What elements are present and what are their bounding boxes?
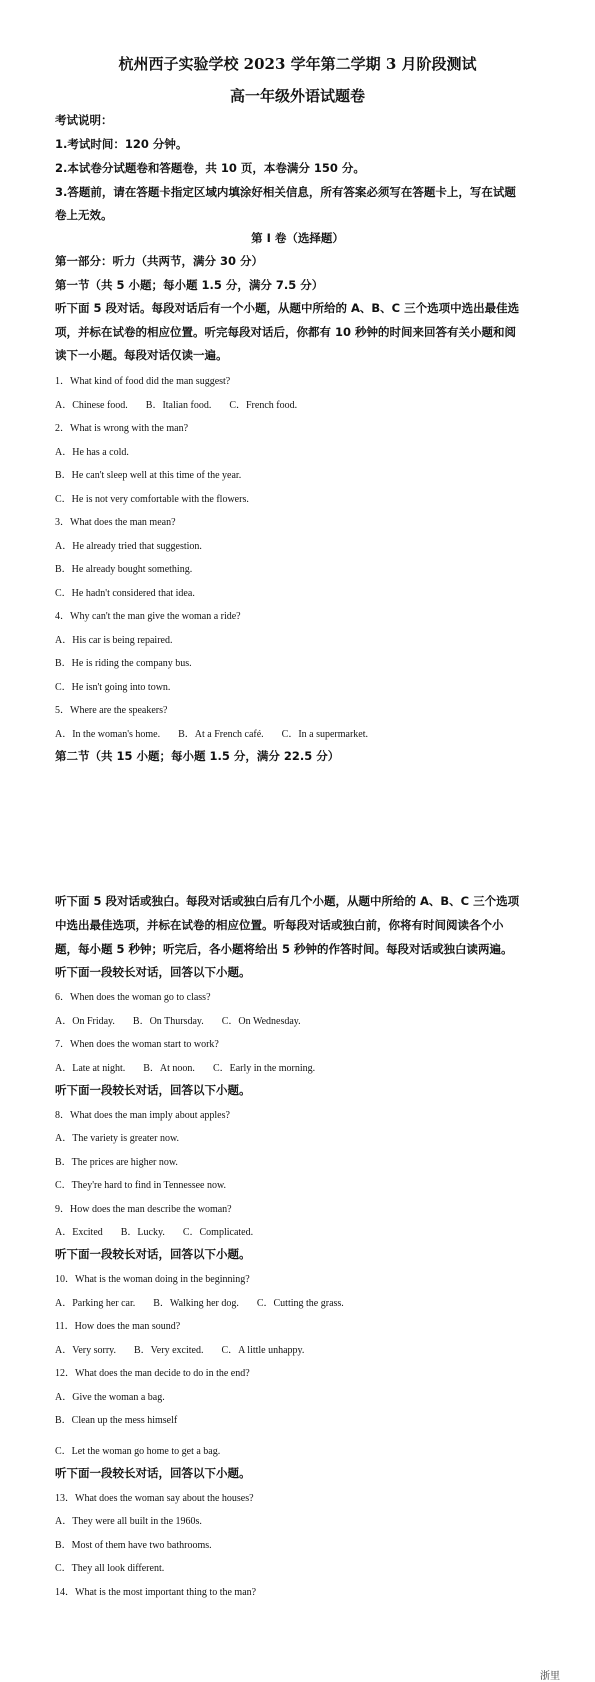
question-5-options: [55, 725, 386, 740]
question-12-option-c: C．Let the woman go home to get a bag.: [55, 1446, 221, 1457]
long-dialogue-instruction: 听下面一段较长对话，回答以下小题。: [55, 965, 251, 979]
question-13: 13．What does the woman say about the houses?: [55, 1493, 254, 1504]
long-dialogue-instruction: 听下面一段较长对话，回答以下小题。: [55, 1083, 251, 1097]
question-7: 7．When does the woman start to work?: [55, 1039, 219, 1050]
question-4-option-a: A．His car is being repaired.: [55, 635, 173, 646]
question-7-options: [55, 1059, 333, 1074]
question-3-option-b: B．He already bought something.: [55, 564, 193, 575]
question-2-option-c: C．He is not very comfortable with the flowers.: [55, 494, 249, 505]
option-b: B．On Thursday.: [132, 1016, 204, 1027]
question-4-option-c: C．He isn't going into town.: [55, 682, 171, 693]
option-c: C．Cutting the grass.: [256, 1298, 344, 1309]
question-3-option-a: A．He already tried that suggestion.: [55, 541, 202, 552]
question-12-option-a: A．Give the woman a bag.: [55, 1392, 165, 1403]
option-c: C．A little unhappy.: [221, 1345, 305, 1356]
option-b: B．At a French café.: [178, 729, 264, 740]
volume-heading: 第 I 卷（选择题）: [251, 231, 344, 245]
question-4: 4．Why can't the man give the woman a ride?: [55, 611, 241, 622]
question-11-options: [55, 1341, 322, 1356]
question-9: 9．How does the man describe the woman?: [55, 1204, 232, 1215]
option-a: A．On Friday.: [55, 1016, 115, 1027]
question-4-option-b: B．He is riding the company bus.: [55, 658, 192, 669]
question-8-option-c: C．They're hard to find in Tennessee now.: [55, 1180, 227, 1191]
question-10-options: [55, 1294, 362, 1309]
option-c: C．Complicated.: [182, 1227, 254, 1238]
option-b: B．Lucky.: [120, 1227, 165, 1238]
question-13-option-b: B．Most of them have two bathrooms.: [55, 1540, 212, 1551]
option-a: A．Chinese food.: [55, 400, 128, 411]
option-c: C．Early in the morning.: [212, 1063, 316, 1074]
question-14: 14．What is the most important thing to the man?: [55, 1587, 257, 1598]
question-1-options: [55, 396, 315, 411]
question-2-option-a: A．He has a cold.: [55, 447, 129, 458]
question-2: 2．What is wrong with the man?: [55, 423, 189, 434]
option-b: B．At noon.: [143, 1063, 195, 1074]
footer-watermark: 浙里: [540, 1671, 560, 1682]
option-a: A．Very sorry.: [55, 1345, 117, 1356]
instruction-item-2: 2.本试卷分试题卷和答题卷，共 10 页，本卷满分 150 分。: [55, 161, 365, 175]
question-8-option-b: B．The prices are higher now.: [55, 1157, 178, 1168]
exam-subtitle: 高一年级外语试题卷: [229, 87, 365, 105]
instruction-item-1: 1.考试时间：120 分钟。: [55, 137, 188, 151]
section2-intro-line2: 中选出最佳选项，并标在试卷的相应位置。听每段对话或独白前，你将有时间阅读各个小: [55, 918, 504, 932]
question-12: 12．What does the man decide to do in the end?: [55, 1368, 250, 1379]
question-8: 8．What does the man imply about apples?: [55, 1110, 230, 1121]
question-9-options: [55, 1223, 271, 1238]
question-3-option-c: C．He hadn't considered that idea.: [55, 588, 195, 599]
question-10: 10．What is the woman doing in the beginning?: [55, 1274, 250, 1285]
question-11: 11．How does the man sound?: [55, 1321, 181, 1332]
question-2-option-b: B．He can't sleep well at this time of the year.: [55, 470, 242, 481]
section1-heading: 第一节（共 5 小题；每小题 1.5 分，满分 7.5 分）: [55, 278, 324, 292]
question-13-option-c: C．They all look different.: [55, 1563, 165, 1574]
option-c: C．In a supermarket.: [281, 729, 369, 740]
question-12-option-b: B．Clean up the mess himself: [55, 1415, 178, 1426]
section1-intro-line1: 听下面 5 段对话。每段对话后有一个小题，从题中所给的 A、B、C 三个选项中选出最佳选: [55, 301, 520, 315]
exam-title: 杭州西子实验学校 2023 学年第二学期 3 月阶段测试: [118, 55, 477, 73]
option-c: C．On Wednesday.: [221, 1016, 301, 1027]
question-1: 1．What kind of food did the man suggest?: [55, 376, 231, 387]
question-3: 3．What does the man mean?: [55, 517, 176, 528]
section2-intro-line3: 题，每小题 5 秒钟；听完后，各小题将给出 5 秒钟的作答时间。每段对话或独白读两遍。: [55, 942, 513, 956]
part1-heading: 第一部分：听力（共两节，满分 30 分）: [55, 254, 264, 268]
option-b: B．Very excited.: [134, 1345, 204, 1356]
option-c: C．French food.: [229, 400, 298, 411]
option-b: B．Italian food.: [145, 400, 212, 411]
question-8-option-a: A．The variety is greater now.: [55, 1133, 180, 1144]
question-5: 5．Where are the speakers?: [55, 705, 168, 716]
section2-intro-line1: 听下面 5 段对话或独白。每段对话或独白后有几个小题，从题中所给的 A、B、C 三个选项: [55, 894, 520, 908]
long-dialogue-instruction: 听下面一段较长对话，回答以下小题。: [55, 1247, 251, 1261]
option-a: A．Parking her car.: [55, 1298, 136, 1309]
question-13-option-a: A．They were all built in the 1960s.: [55, 1516, 202, 1527]
option-a: A．In the woman's home.: [55, 729, 161, 740]
option-b: B．Walking her dog.: [153, 1298, 239, 1309]
instruction-item-3-line2: 卷上无效。: [55, 208, 113, 222]
option-a: A．Late at night.: [55, 1063, 126, 1074]
instruction-item-3-line1: 3.答题前，请在答题卡指定区域内填涂好相关信息，所有答案必须写在答题卡上，写在试题: [55, 185, 516, 199]
long-dialogue-instruction: 听下面一段较长对话，回答以下小题。: [55, 1466, 251, 1480]
question-6: 6．When does the woman go to class?: [55, 992, 211, 1003]
question-6-options: [55, 1012, 319, 1027]
section1-intro-line2: 项，并标在试卷的相应位置。听完每段对话后，你都有 10 秒钟的时间来回答有关小题和阅: [55, 325, 517, 339]
instructions-heading: 考试说明：: [55, 113, 113, 127]
section2-heading: 第二节（共 15 小题；每小题 1.5 分，满分 22.5 分）: [55, 749, 340, 763]
section1-intro-line3: 读下一小题。每段对话仅读一遍。: [55, 348, 228, 362]
option-a: A．Excited: [55, 1227, 103, 1238]
